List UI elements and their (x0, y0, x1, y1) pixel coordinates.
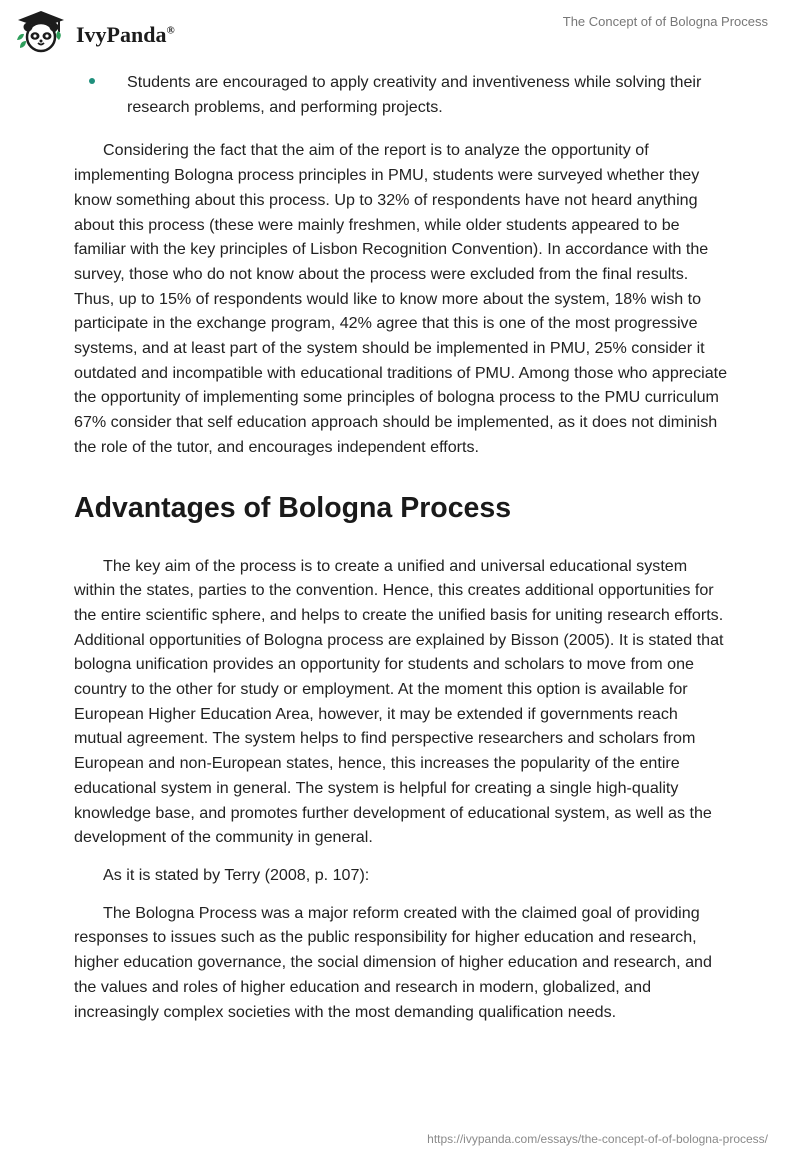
logo-name: IvyPanda (76, 22, 167, 47)
bullet-item (74, 70, 730, 119)
section-heading: Advantages of Bologna Process (74, 491, 512, 524)
ivypanda-logo[interactable] (14, 8, 204, 56)
bullet-text: Students are encouraged to apply creativity and inventiveness while solving their research problems, and performing projects. (127, 73, 702, 116)
page-header (0, 0, 800, 64)
paragraph-quote: The Bologna Process was a major reform created with the claimed goal of providing responses to issues such as the public responsibility for higher education and research, higher education governance, the social dimension of higher education and research, and the values and roles of higher education and research in modern, globalized, and increasingly complex societies with the most demanding qualification needs. (74, 903, 712, 1021)
essay-body (74, 70, 730, 1024)
document-title: The Concept of of Bologna Process (562, 14, 768, 29)
bullet-dot-icon (89, 78, 95, 84)
logo-wordmark (76, 22, 175, 48)
paragraph-survey: Considering the fact that the aim of the report is to analyze the opportunity of implementing Bologna process principles in PMU, students were surveyed whether they know something about this process. Up to 32% of respondents have not heard anything about this process (these were mainly freshmen, while older students appeared to be familiar with the key principles of Lisbon Recognition Convention). In accordance with the survey, those who do not know about the process were excluded from the final results. Thus, up to 15% of respondents would like to know more about the system, 18% wish to participate in the exchange program, 42% agree that this is one of the most progressive systems, and at least part of the system should be implemented in PMU, 25% consider it outdated and incompatible with educational traditions of PMU. Among those who appreciate the opportunity of implementing some principles of bologna process to the PMU curriculum 67% consider that self education approach should be implemented, as it does not diminish the role of the tutor, and encourages independent efforts. (74, 141, 728, 456)
paragraph-quote-intro: As it is stated by Terry (2008, p. 107): (103, 865, 370, 884)
paragraph-advantages: The key aim of the process is to create a unified and universal educational system within the states, parties to the convention. Hence, this creates additional opportunities for the entire scientific sphere, and helps to create the unified basis for uniting research efforts. Additional opportunities of Bologna process are explained by Bisson (2005). It is stated that bologna unification provides an opportunity for students and scholars to move from one country to the other for study or employment. At the moment this option is available for European Higher Education Area, however, it may be extended if governments reach mutual agreement. The system helps to find perspective researchers and scholars from European and non-European states, hence, this increases the popularity of the entire educational system in general. The system is helpful for creating a single high-quality knowledge base, and promotes further development of educational system, as well as the development of the community in general. (74, 556, 724, 847)
panda-graduate-icon (14, 8, 74, 56)
registered-mark: ® (166, 24, 175, 37)
source-url-link[interactable]: https://ivypanda.com/essays/the-concept-of-of-bologna-process/ (427, 1132, 768, 1146)
